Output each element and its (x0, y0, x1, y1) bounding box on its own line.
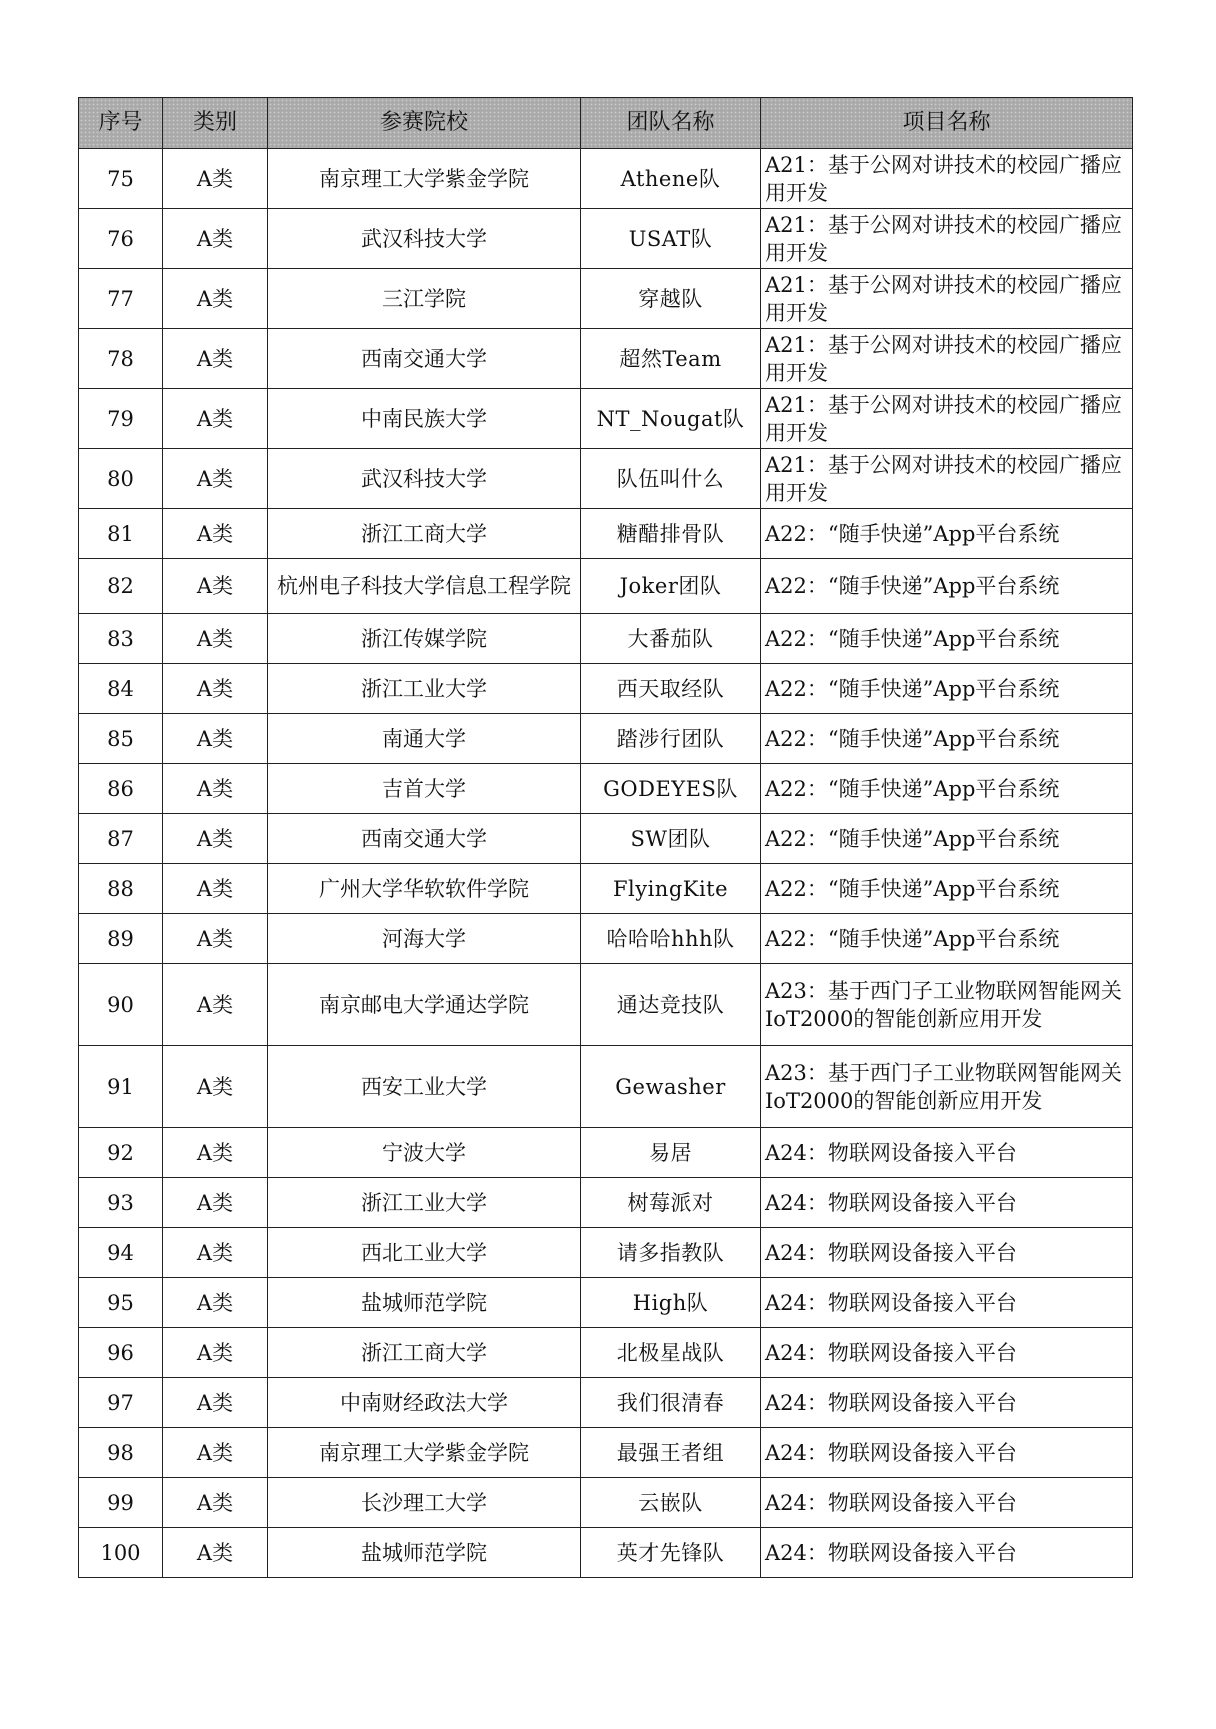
cell-team-name: GODEYES队 (581, 764, 761, 814)
cell-serial-number: 81 (79, 509, 163, 559)
cell-school: 河海大学 (268, 914, 581, 964)
cell-category: A类 (163, 764, 268, 814)
cell-serial-number: 95 (79, 1278, 163, 1328)
table-row (79, 814, 1133, 864)
cell-project-name: A24：物联网设备接入平台 (761, 1278, 1133, 1328)
cell-serial-number: 76 (79, 209, 163, 269)
cell-school: 浙江工业大学 (268, 1178, 581, 1228)
cell-category: A类 (163, 1278, 268, 1328)
cell-school: 浙江传媒学院 (268, 614, 581, 664)
cell-team-name: 大番茄队 (581, 614, 761, 664)
cell-school: 宁波大学 (268, 1128, 581, 1178)
cell-serial-number: 96 (79, 1328, 163, 1378)
cell-project-name: A22：“随手快递”App平台系统 (761, 764, 1133, 814)
cell-category: A类 (163, 1378, 268, 1428)
table-row (79, 1228, 1133, 1278)
cell-school: 中南财经政法大学 (268, 1378, 581, 1428)
cell-category: A类 (163, 329, 268, 389)
cell-school: 南京邮电大学通达学院 (268, 964, 581, 1046)
table-row (79, 714, 1133, 764)
cell-school: 长沙理工大学 (268, 1478, 581, 1528)
cell-project-name: A23：基于西门子工业物联网智能网关IoT2000的智能创新应用开发 (761, 1046, 1133, 1128)
cell-category: A类 (163, 1228, 268, 1278)
cell-school: 南京理工大学紫金学院 (268, 149, 581, 209)
cell-serial-number: 84 (79, 664, 163, 714)
table-row (79, 914, 1133, 964)
table-row (79, 1278, 1133, 1328)
cell-serial-number: 92 (79, 1128, 163, 1178)
cell-category: A类 (163, 1478, 268, 1528)
cell-project-name: A24：物联网设备接入平台 (761, 1528, 1133, 1578)
cell-school: 吉首大学 (268, 764, 581, 814)
table-row (79, 209, 1133, 269)
cell-school: 浙江工商大学 (268, 509, 581, 559)
cell-category: A类 (163, 864, 268, 914)
cell-team-name: 英才先锋队 (581, 1528, 761, 1578)
cell-serial-number: 99 (79, 1478, 163, 1528)
cell-school: 广州大学华软软件学院 (268, 864, 581, 914)
cell-team-name: 树莓派对 (581, 1178, 761, 1228)
table-row (79, 864, 1133, 914)
cell-school: 西南交通大学 (268, 814, 581, 864)
header-category: 类别 (163, 98, 268, 149)
cell-project-name: A22：“随手快递”App平台系统 (761, 614, 1133, 664)
cell-project-name: A24：物联网设备接入平台 (761, 1228, 1133, 1278)
table-row (79, 1128, 1133, 1178)
cell-project-name: A22：“随手快递”App平台系统 (761, 664, 1133, 714)
cell-project-name: A22：“随手快递”App平台系统 (761, 714, 1133, 764)
cell-project-name: A21：基于公网对讲技术的校园广播应用开发 (761, 329, 1133, 389)
cell-project-name: A24：物联网设备接入平台 (761, 1428, 1133, 1478)
table-row (79, 449, 1133, 509)
cell-team-name: USAT队 (581, 209, 761, 269)
table-row (79, 964, 1133, 1046)
cell-team-name: 请多指教队 (581, 1228, 761, 1278)
cell-team-name: NT_Nougat队 (581, 389, 761, 449)
cell-category: A类 (163, 1328, 268, 1378)
cell-school: 西安工业大学 (268, 1046, 581, 1128)
cell-team-name: 踏涉行团队 (581, 714, 761, 764)
cell-school: 南京理工大学紫金学院 (268, 1428, 581, 1478)
cell-school: 西北工业大学 (268, 1228, 581, 1278)
cell-project-name: A22：“随手快递”App平台系统 (761, 864, 1133, 914)
cell-school: 盐城师范学院 (268, 1278, 581, 1328)
cell-school: 武汉科技大学 (268, 209, 581, 269)
table-row (79, 1046, 1133, 1128)
cell-team-name: Athene队 (581, 149, 761, 209)
cell-school: 杭州电子科技大学信息工程学院 (268, 559, 581, 614)
cell-project-name: A24：物联网设备接入平台 (761, 1328, 1133, 1378)
table-row (79, 764, 1133, 814)
header-project-name: 项目名称 (761, 98, 1133, 149)
cell-serial-number: 93 (79, 1178, 163, 1228)
cell-serial-number: 94 (79, 1228, 163, 1278)
table-row (79, 1328, 1133, 1378)
table-row (79, 149, 1133, 209)
cell-category: A类 (163, 389, 268, 449)
header-team-name: 团队名称 (581, 98, 761, 149)
cell-serial-number: 89 (79, 914, 163, 964)
cell-school: 浙江工业大学 (268, 664, 581, 714)
cell-team-name: FlyingKite (581, 864, 761, 914)
cell-category: A类 (163, 914, 268, 964)
table-row (79, 1378, 1133, 1428)
cell-school: 武汉科技大学 (268, 449, 581, 509)
cell-serial-number: 87 (79, 814, 163, 864)
cell-project-name: A21：基于公网对讲技术的校园广播应用开发 (761, 269, 1133, 329)
cell-team-name: High队 (581, 1278, 761, 1328)
cell-serial-number: 83 (79, 614, 163, 664)
cell-category: A类 (163, 664, 268, 714)
cell-serial-number: 85 (79, 714, 163, 764)
cell-school: 浙江工商大学 (268, 1328, 581, 1378)
cell-team-name: 穿越队 (581, 269, 761, 329)
cell-project-name: A22：“随手快递”App平台系统 (761, 509, 1133, 559)
cell-project-name: A21：基于公网对讲技术的校园广播应用开发 (761, 389, 1133, 449)
cell-team-name: 超然Team (581, 329, 761, 389)
cell-project-name: A22：“随手快递”App平台系统 (761, 814, 1133, 864)
cell-project-name: A21：基于公网对讲技术的校园广播应用开发 (761, 149, 1133, 209)
cell-team-name: 糖醋排骨队 (581, 509, 761, 559)
cell-category: A类 (163, 269, 268, 329)
cell-project-name: A23：基于西门子工业物联网智能网关IoT2000的智能创新应用开发 (761, 964, 1133, 1046)
cell-team-name: 哈哈哈hhh队 (581, 914, 761, 964)
cell-category: A类 (163, 559, 268, 614)
cell-school: 盐城师范学院 (268, 1528, 581, 1578)
cell-project-name: A24：物联网设备接入平台 (761, 1128, 1133, 1178)
cell-category: A类 (163, 449, 268, 509)
header-row (79, 98, 1133, 149)
header-serial-number: 序号 (79, 98, 163, 149)
cell-category: A类 (163, 1046, 268, 1128)
cell-category: A类 (163, 614, 268, 664)
cell-team-name: 最强王者组 (581, 1428, 761, 1478)
cell-serial-number: 100 (79, 1528, 163, 1578)
table-row (79, 1178, 1133, 1228)
table-row (79, 1478, 1133, 1528)
table-row (79, 509, 1133, 559)
cell-serial-number: 90 (79, 964, 163, 1046)
cell-team-name: SW团队 (581, 814, 761, 864)
cell-project-name: A22：“随手快递”App平台系统 (761, 914, 1133, 964)
results-table (78, 97, 1133, 1578)
cell-category: A类 (163, 964, 268, 1046)
cell-serial-number: 77 (79, 269, 163, 329)
cell-project-name: A21：基于公网对讲技术的校园广播应用开发 (761, 209, 1133, 269)
cell-team-name: 队伍叫什么 (581, 449, 761, 509)
cell-serial-number: 75 (79, 149, 163, 209)
cell-serial-number: 97 (79, 1378, 163, 1428)
cell-team-name: Joker团队 (581, 559, 761, 614)
cell-serial-number: 78 (79, 329, 163, 389)
cell-school: 南通大学 (268, 714, 581, 764)
cell-category: A类 (163, 814, 268, 864)
table-row (79, 1528, 1133, 1578)
cell-category: A类 (163, 1178, 268, 1228)
table-row (79, 614, 1133, 664)
cell-project-name: A24：物联网设备接入平台 (761, 1178, 1133, 1228)
table-row (79, 559, 1133, 614)
cell-school: 三江学院 (268, 269, 581, 329)
cell-serial-number: 91 (79, 1046, 163, 1128)
cell-category: A类 (163, 1428, 268, 1478)
cell-serial-number: 80 (79, 449, 163, 509)
cell-team-name: 我们很清春 (581, 1378, 761, 1428)
table-row (79, 269, 1133, 329)
cell-project-name: A22：“随手快递”App平台系统 (761, 559, 1133, 614)
table-row (79, 664, 1133, 714)
cell-category: A类 (163, 1528, 268, 1578)
cell-serial-number: 88 (79, 864, 163, 914)
cell-school: 中南民族大学 (268, 389, 581, 449)
cell-category: A类 (163, 509, 268, 559)
cell-serial-number: 86 (79, 764, 163, 814)
cell-serial-number: 98 (79, 1428, 163, 1478)
cell-school: 西南交通大学 (268, 329, 581, 389)
cell-category: A类 (163, 1128, 268, 1178)
cell-team-name: 通达竞技队 (581, 964, 761, 1046)
cell-team-name: 易居 (581, 1128, 761, 1178)
cell-category: A类 (163, 149, 268, 209)
cell-team-name: Gewasher (581, 1046, 761, 1128)
cell-team-name: 云嵌队 (581, 1478, 761, 1528)
header-school: 参赛院校 (268, 98, 581, 149)
table-row (79, 329, 1133, 389)
table-row (79, 1428, 1133, 1478)
table-row (79, 389, 1133, 449)
cell-category: A类 (163, 714, 268, 764)
cell-team-name: 北极星战队 (581, 1328, 761, 1378)
cell-category: A类 (163, 209, 268, 269)
cell-team-name: 西天取经队 (581, 664, 761, 714)
cell-serial-number: 82 (79, 559, 163, 614)
cell-project-name: A24：物联网设备接入平台 (761, 1378, 1133, 1428)
cell-project-name: A24：物联网设备接入平台 (761, 1478, 1133, 1528)
cell-serial-number: 79 (79, 389, 163, 449)
cell-project-name: A21：基于公网对讲技术的校园广播应用开发 (761, 449, 1133, 509)
